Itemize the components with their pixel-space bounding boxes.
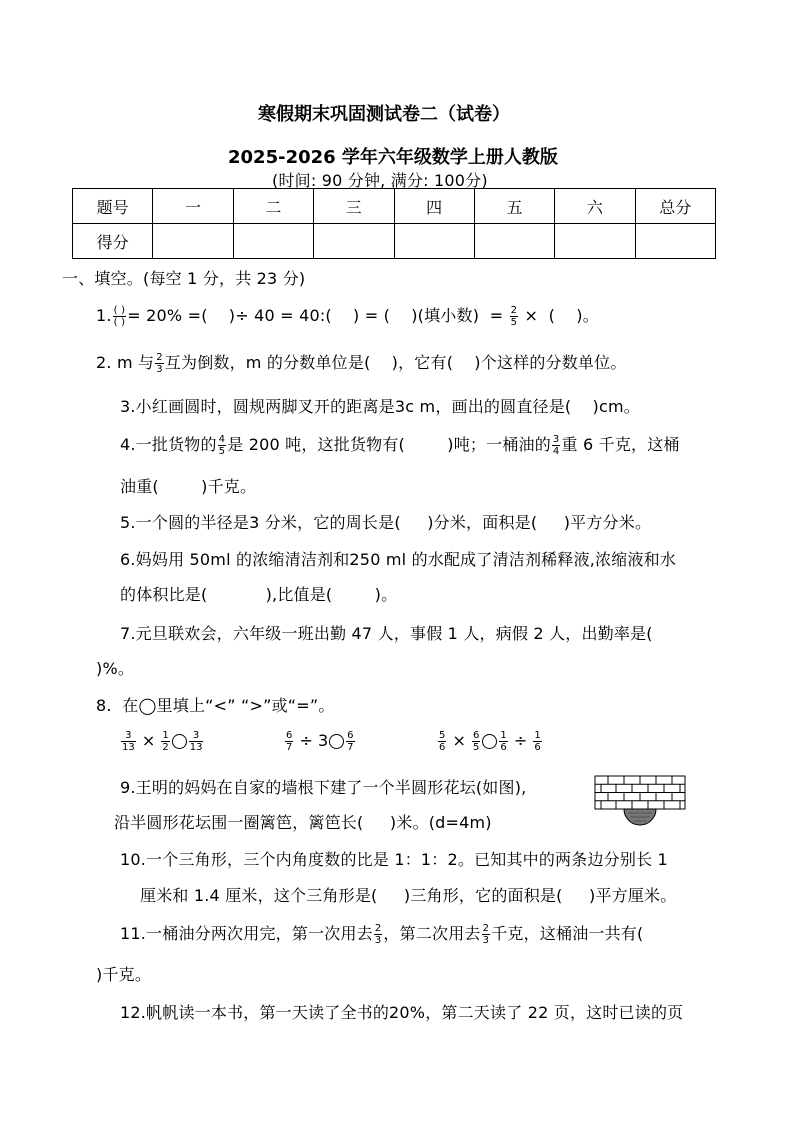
q2-fraction	[155, 352, 164, 375]
score-input-cell	[555, 224, 635, 259]
question-1	[96, 303, 599, 328]
frac-den: 2	[162, 742, 169, 753]
score-cell: 总分	[635, 189, 715, 224]
frac-den: 7	[347, 742, 354, 753]
score-table-score-row	[73, 224, 716, 259]
q11-text-a: 11.一桶油分两次用完，第一次用去	[120, 924, 373, 943]
q2-frac-num: 2	[156, 352, 163, 363]
frac-den: 6	[534, 742, 541, 753]
question-11-line-2: )千克。	[96, 965, 152, 984]
score-input-cell	[474, 224, 554, 259]
frac-den: 5	[472, 742, 480, 753]
q11-f1-num: 2	[374, 923, 382, 934]
score-input-cell	[314, 224, 394, 259]
compare-circle	[329, 734, 344, 749]
section-heading: 一、填空。(每空 1 分，共 23 分)	[62, 269, 306, 288]
question-12: 12.帆帆读一本书，第一天读了全书的20%，第二天读了 22 页，这时已读的页	[120, 1003, 684, 1022]
score-input-cell	[394, 224, 474, 259]
frac-num: 1	[534, 730, 541, 741]
question-6-line-2: 的体积比是( ),比值是( )。	[120, 585, 398, 604]
operator: ×	[452, 731, 466, 750]
question-2	[96, 350, 627, 375]
q8-expression-2	[284, 730, 356, 753]
frac-num: 6	[286, 730, 293, 741]
score-cell: 三	[314, 189, 394, 224]
fraction	[189, 730, 204, 753]
operator: ÷	[513, 731, 528, 750]
wall-flowerbed-figure	[594, 775, 688, 827]
question-10: 10.一个三角形，三个内角度数的比是 1：1：2。已知其中的两条边分别长 1	[120, 850, 668, 869]
frac-den: 7	[286, 742, 293, 753]
q4-f1-den: 5	[218, 446, 226, 457]
compare-circle	[172, 734, 187, 749]
fraction	[438, 730, 446, 753]
frac-num: 6	[472, 730, 480, 741]
frac-num: 3	[121, 730, 136, 742]
fraction	[161, 730, 169, 753]
question-11	[120, 921, 643, 946]
score-cell: 一	[153, 189, 233, 224]
q2-text-a: 2. m 与	[96, 353, 155, 372]
time-info: (时间: 90 分钟, 满分: 100分)	[272, 171, 488, 190]
frac-num: 5	[439, 730, 446, 741]
frac-num: 1	[500, 730, 507, 741]
question-7: 7.元旦联欢会，六年级一班出勤 47 人，事假 1 人，病假 2 人，出勤率是(	[120, 624, 653, 643]
q2-text-b: 互为倒数，m 的分数单位是( )，它有( )个这样的分数单位。	[164, 353, 627, 372]
operator: ÷	[299, 731, 313, 750]
q11-f1-den: 3	[374, 935, 382, 946]
fraction	[472, 730, 480, 753]
question-8: 8. 在◯里填上“<” “>”或“=”。	[96, 696, 335, 715]
q1-text-a: = 20% =( )÷ 40 = 40:( ) = ( )(填小数) =	[127, 306, 504, 325]
q4-text-c: 重 6 千克，这桶	[561, 435, 680, 454]
number: 3	[317, 731, 329, 750]
q1-fraction-2-5	[510, 305, 519, 328]
q11-f2-num: 2	[482, 923, 490, 934]
page-title: 寒假期末巩固测试卷二（试卷）	[258, 104, 510, 125]
score-cell: 六	[555, 189, 635, 224]
q1-frac-num: ( )	[113, 305, 126, 316]
score-cell: 二	[233, 189, 313, 224]
q4-f2-den: 4	[552, 446, 560, 457]
q4-f1-num: 4	[218, 434, 226, 445]
question-10-line-2: 厘米和 1.4 厘米，这个三角形是( )三角形，它的面积是( )平方厘米。	[140, 886, 677, 905]
q8-expression-3	[437, 730, 543, 753]
question-4	[120, 432, 680, 457]
score-cell: 题号	[73, 189, 153, 224]
score-input-cell	[233, 224, 313, 259]
q4-f2-num: 3	[552, 434, 560, 445]
page-subtitle: 2025-2026 学年六年级数学上册人教版	[228, 147, 558, 168]
question-3: 3.小红画圆时，圆规两脚叉开的距离是3c m，画出的圆直径是( )cm。	[120, 397, 640, 416]
brick-wall	[595, 776, 685, 809]
score-table	[72, 188, 716, 259]
q1-prefix: 1.	[96, 306, 112, 325]
q1-frac2-num: 2	[510, 305, 518, 316]
frac-den: 6	[500, 742, 507, 753]
q4-fraction-2	[552, 434, 561, 457]
question-4-line-2: 油重( )千克。	[120, 477, 257, 496]
fraction	[285, 730, 293, 753]
q2-frac-den: 3	[156, 364, 163, 375]
q4-text-b: 是 200 吨，这批货物有( )吨；一桶油的	[227, 435, 551, 454]
q11-f2-den: 3	[482, 935, 490, 946]
score-cell: 四	[394, 189, 474, 224]
question-6: 6.妈妈用 50ml 的浓缩清洁剂和250 ml 的水配成了清洁剂稀释液,浓缩液和水	[120, 550, 677, 569]
fraction	[533, 730, 541, 753]
q11-text-c: 千克，这桶油一共有(	[491, 924, 644, 943]
frac-den: 13	[122, 742, 135, 753]
frac-den: 13	[189, 742, 203, 753]
question-9: 9.王明的妈妈在自家的墙根下建了一个半圆形花坛(如图),	[120, 778, 527, 797]
frac-num: 1	[162, 730, 169, 741]
fraction	[121, 730, 136, 753]
q11-fraction-2	[482, 923, 491, 946]
operator: ×	[141, 731, 156, 750]
frac-den: 6	[439, 742, 446, 753]
score-table-header-row	[73, 189, 716, 224]
compare-circle	[482, 734, 497, 749]
question-5: 5.一个圆的半径是3 分米，它的周长是( )分米，面积是( )平方分米。	[120, 513, 652, 532]
q11-fraction-1	[374, 923, 383, 946]
question-7-line-2: )%。	[96, 659, 135, 678]
frac-num: 3	[189, 730, 204, 742]
fraction	[346, 730, 354, 753]
score-cell: 得分	[73, 224, 153, 259]
score-input-cell	[635, 224, 715, 259]
q1-frac2-den: 5	[510, 317, 518, 328]
q1-blank-fraction	[113, 305, 127, 328]
fraction	[499, 730, 507, 753]
q11-text-b: ，第二次用去	[383, 924, 481, 943]
question-9-line-2: 沿半圆形花坛围一圈篱笆，篱笆长( )米。(d=4m)	[114, 813, 492, 832]
q1-text-b: × ( )。	[524, 306, 599, 325]
score-input-cell	[153, 224, 233, 259]
q4-text-a: 4.一批货物的	[120, 435, 217, 454]
frac-num: 6	[347, 730, 354, 741]
q8-expression-1	[120, 730, 204, 753]
q1-frac-den: ( )	[113, 317, 126, 328]
q4-fraction-1	[218, 434, 227, 457]
score-cell: 五	[474, 189, 554, 224]
